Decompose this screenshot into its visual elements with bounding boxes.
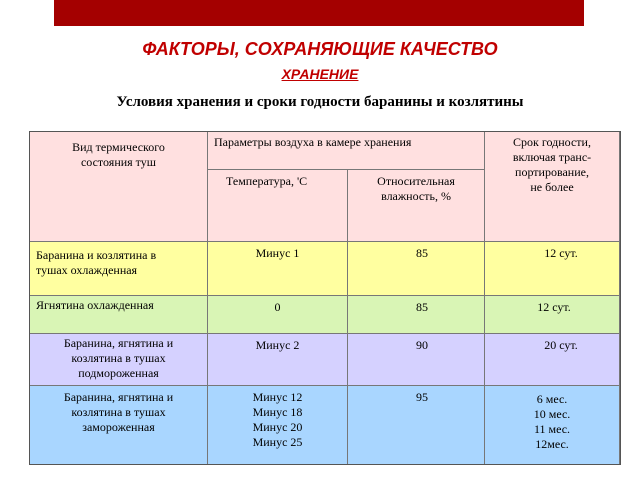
row-2-shelf: 12 сут. [485,296,620,334]
row-1-type: Баранина и козлятина в тушах охлажденная [30,242,208,296]
storage-table [29,131,621,465]
row-4-type: Баранина, ягнятина и козлятина в тушах замороженная [30,386,208,464]
row-1-temp: Минус 1 [208,242,348,296]
table-caption: Условия хранения и сроки годности баранины и козлятины [116,94,524,110]
row-2-temp: 0 [208,296,348,334]
col-header-humidity: Относительная влажность, % [348,170,485,242]
col-header-air-params: Параметры воздуха в камере хранения [208,132,485,170]
section-link[interactable]: ХРАНЕНИЕ [281,66,359,82]
row-4-temp: Минус 12 Минус 18 Минус 20 Минус 25 [208,386,348,464]
top-banner [54,0,584,26]
row-1-humidity: 85 [348,242,485,296]
row-3-humidity: 90 [348,334,485,386]
col-header-shelf-life: Срок годности, включая транс- портирование, не более [485,132,620,242]
col-header-type: Вид термического состояния туш [30,132,208,242]
row-2-humidity: 85 [348,296,485,334]
row-3-type: Баранина, ягнятина и козлятина в тушах подмороженная [30,334,208,386]
row-4-shelf: 6 мес. 10 мес. 11 мес. 12мес. [485,386,620,464]
row-3-shelf: 20 сут. [485,334,620,386]
row-2-type: Ягнятина охлажденная [30,296,208,334]
page-title: ФАКТОРЫ, СОХРАНЯЮЩИЕ КАЧЕСТВО [142,39,498,59]
row-3-temp: Минус 2 [208,334,348,386]
row-4-humidity: 95 [348,386,485,464]
col-header-temperature: Температура, 'С [208,170,348,242]
row-1-shelf: 12 сут. [485,242,620,296]
